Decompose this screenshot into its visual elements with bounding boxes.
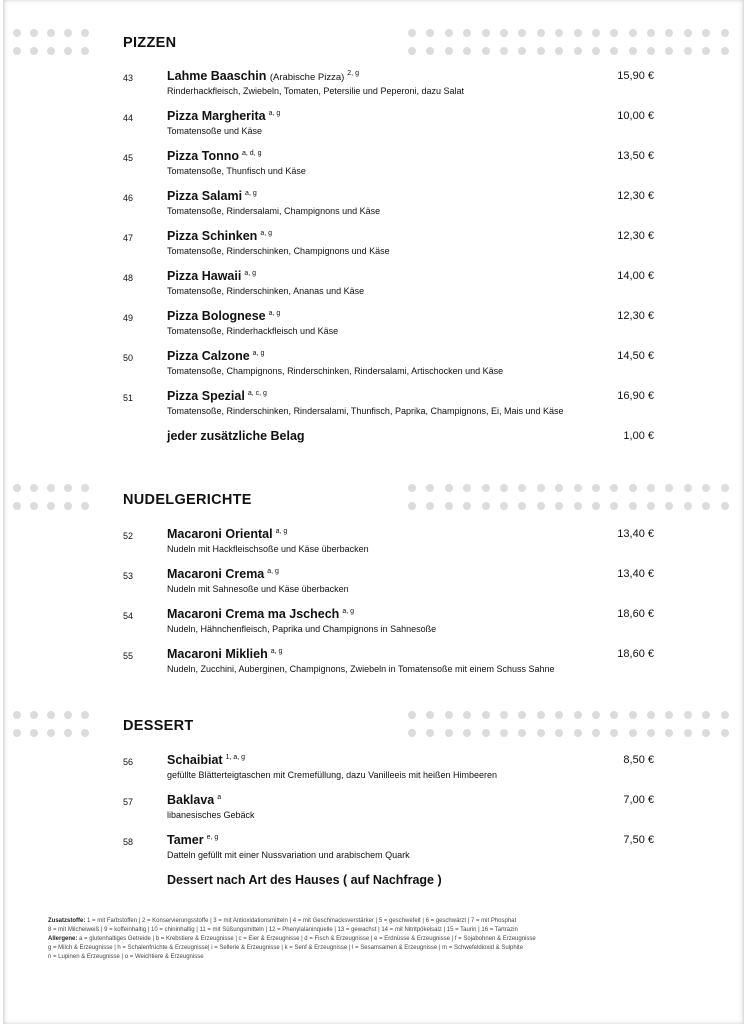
dot	[684, 484, 692, 492]
item-number: 49	[123, 313, 134, 323]
dot	[592, 729, 600, 737]
dot	[426, 729, 434, 737]
allergen-codes: 1, a, g	[225, 754, 246, 761]
item-name	[167, 567, 279, 581]
dot	[500, 729, 508, 737]
dot	[592, 47, 600, 55]
item-description: Nudeln, Hähnchenfleisch, Paprika und Champignons in Sahnesoße	[167, 624, 437, 634]
allergen-codes: a, d, g	[242, 150, 262, 157]
item-description: Tomatensoße, Rinderhackfleisch und Käse	[167, 326, 339, 336]
dot	[629, 29, 637, 37]
dot	[647, 502, 655, 510]
dot	[64, 502, 72, 510]
decorative-dots-left	[13, 711, 89, 737]
menu-item	[0, 229, 747, 269]
dot	[702, 47, 710, 55]
dot	[610, 47, 618, 55]
item-number: 52	[123, 531, 134, 541]
dot	[13, 29, 21, 37]
item-name-text: Dessert nach Art des Hauses ( auf Nachfrage )	[167, 873, 442, 887]
allergen-codes: 2, g	[347, 70, 359, 77]
dot	[408, 711, 416, 719]
dot	[64, 29, 72, 37]
dot	[629, 484, 637, 492]
dot	[610, 711, 618, 719]
dot	[721, 47, 729, 55]
dot	[537, 729, 545, 737]
dot	[721, 711, 729, 719]
item-name	[167, 527, 287, 541]
menu-item	[0, 349, 747, 389]
item-number: 48	[123, 273, 134, 283]
item-name	[167, 109, 280, 123]
dot	[665, 729, 673, 737]
item-name	[167, 309, 280, 323]
item-name	[167, 149, 261, 163]
dot	[482, 484, 490, 492]
dot	[13, 47, 21, 55]
dot	[30, 711, 38, 719]
item-description: Tomatensoße, Rinderschinken, Rindersalami, Thunfisch, Paprika, Champignons, Ei, Mais und Käse	[167, 406, 564, 416]
dot	[13, 729, 21, 737]
dot	[30, 502, 38, 510]
menu-item	[0, 429, 747, 469]
dot	[463, 729, 471, 737]
dot	[555, 484, 563, 492]
additives-label: Zusatzstoffe:	[48, 918, 86, 924]
item-description: Nudeln mit Sahnesoße und Käse überbacken	[167, 584, 349, 594]
section-title: DESSERT	[123, 718, 194, 734]
dot	[500, 484, 508, 492]
item-number: 46	[123, 193, 134, 203]
dot	[500, 47, 508, 55]
dot	[47, 711, 55, 719]
dot	[408, 29, 416, 37]
dot	[592, 502, 600, 510]
dot	[702, 484, 710, 492]
allergen-codes: a	[217, 794, 222, 801]
item-name	[167, 873, 442, 887]
dot	[81, 729, 89, 737]
item-number: 54	[123, 611, 134, 621]
menu-item	[0, 309, 747, 349]
dot	[684, 29, 692, 37]
item-number: 53	[123, 571, 134, 581]
menu-item	[0, 567, 747, 607]
allergen-codes: a, g	[275, 528, 288, 535]
item-description: libanesisches Gebäck	[167, 810, 255, 820]
item-name-text: Pizza Bolognese	[167, 309, 266, 323]
item-number: 51	[123, 393, 134, 403]
item-description: Rinderhackfleisch, Zwiebeln, Tomaten, Petersilie und Peperoni, dazu Salat	[167, 86, 464, 96]
dot	[721, 729, 729, 737]
dot	[665, 711, 673, 719]
decorative-dots-left	[13, 484, 89, 510]
menu-item	[0, 189, 747, 229]
dot	[592, 29, 600, 37]
item-number: 45	[123, 153, 134, 163]
dot	[426, 711, 434, 719]
dot	[555, 47, 563, 55]
item-description: Tomatensoße, Champignons, Rinderschinken, Rindersalami, Artischocken und Käse	[167, 366, 504, 376]
item-name-text: Macaroni Crema	[167, 567, 265, 581]
dot	[702, 29, 710, 37]
dot	[702, 711, 710, 719]
dot	[629, 47, 637, 55]
allergen-codes: a, g	[260, 230, 272, 237]
dot	[463, 29, 471, 37]
allergen-codes: a, g	[342, 608, 354, 615]
item-number: 43	[123, 73, 134, 83]
item-description: Datteln gefüllt mit einer Nussvariation und arabischem Quark	[167, 850, 410, 860]
dot	[426, 484, 434, 492]
dot	[445, 29, 453, 37]
dot	[30, 47, 38, 55]
item-price: 18,60 €	[617, 648, 654, 660]
dot	[702, 729, 710, 737]
item-list	[0, 753, 747, 913]
dot	[555, 29, 563, 37]
allergen-codes: a, g	[268, 110, 281, 117]
dot	[463, 711, 471, 719]
dot	[537, 711, 545, 719]
item-number: 56	[123, 757, 134, 767]
allergens-line: n = Lupinen & Erzeugnisse | o = Weichtiere & Erzeugnisse	[48, 954, 204, 960]
dot	[64, 484, 72, 492]
dot	[629, 502, 637, 510]
dot	[81, 711, 89, 719]
item-price: 10,00 €	[617, 110, 654, 122]
dot	[684, 729, 692, 737]
item-number: 44	[123, 113, 134, 123]
dot	[665, 47, 673, 55]
menu-item	[0, 527, 747, 567]
menu-item	[0, 109, 747, 149]
item-name	[167, 429, 305, 443]
item-name	[167, 647, 282, 661]
item-price: 16,90 €	[617, 390, 654, 402]
dot	[518, 502, 526, 510]
item-name-text: Lahme Baaschin	[167, 69, 267, 83]
dot	[518, 484, 526, 492]
dot	[647, 729, 655, 737]
item-name	[167, 793, 221, 807]
menu-item	[0, 753, 747, 793]
item-price: 7,50 €	[623, 834, 654, 846]
dot	[13, 484, 21, 492]
dot	[47, 47, 55, 55]
item-name-text: Tamer	[167, 833, 204, 847]
item-name-text: Pizza Margherita	[167, 109, 266, 123]
dot	[445, 711, 453, 719]
dot	[574, 711, 582, 719]
item-name-text: Pizza Tonno	[167, 149, 239, 163]
dot	[647, 47, 655, 55]
item-name	[167, 189, 257, 203]
item-price: 13,50 €	[617, 150, 654, 162]
item-name	[167, 229, 272, 243]
item-name	[167, 753, 245, 767]
dot	[500, 502, 508, 510]
dot	[445, 729, 453, 737]
menu-item	[0, 149, 747, 189]
dot	[684, 502, 692, 510]
item-name	[167, 389, 267, 403]
dot	[665, 502, 673, 510]
item-name	[167, 833, 218, 847]
dot	[81, 484, 89, 492]
menu-item	[0, 69, 747, 109]
item-name-text: Macaroni Oriental	[167, 527, 273, 541]
item-list	[0, 527, 747, 687]
dot	[482, 502, 490, 510]
item-price: 14,50 €	[617, 350, 654, 362]
dot	[574, 502, 582, 510]
dot	[537, 29, 545, 37]
dot	[81, 29, 89, 37]
item-name	[167, 607, 354, 621]
item-description: Nudeln mit Hackfleischsoße und Käse überbacken	[167, 544, 369, 554]
additives-line: 8 = mit Milcheiweiß | 9 = koffeinhaltig | 10 = chininhaltig | 11 = mit Süßungsmitteln | 12 = Phenylalaninquelle | 13 = gewachst | 14 = mit Nitritpökelsalz | 15 = Taurin | 16 = Tartrazin	[48, 927, 518, 933]
menu-item	[0, 793, 747, 833]
dot	[463, 502, 471, 510]
item-name-text: Schaibiat	[167, 753, 223, 767]
item-description: gefüllte Blätterteigtaschen mit Cremefüllung, dazu Vanilleeis mit heißen Himbeeren	[167, 770, 497, 780]
dot	[500, 711, 508, 719]
dot	[408, 502, 416, 510]
allergen-codes: a, g	[267, 568, 279, 575]
item-number: 58	[123, 837, 134, 847]
item-price: 12,30 €	[617, 310, 654, 322]
item-description: Nudeln, Zucchini, Auberginen, Champignons, Zwiebeln in Tomatensoße mit einem Schuss Sahne	[167, 664, 555, 674]
dot	[518, 47, 526, 55]
dot	[518, 729, 526, 737]
allergens-line: g = Milch & Erzeugnisse | h = Schalenfrüchte & Erzeugnisse| i = Sellerie & Erzeugnisse | k = Senf & Erzeugnisse | l = Sesamsamen & Erzeugnisse | m = Schwefeldioxid & Sulphite	[48, 945, 524, 951]
dot	[610, 484, 618, 492]
dot	[64, 47, 72, 55]
dot	[702, 502, 710, 510]
dot	[500, 29, 508, 37]
dot	[574, 729, 582, 737]
dot	[47, 484, 55, 492]
item-price: 12,30 €	[617, 190, 654, 202]
dot	[463, 484, 471, 492]
section-title: NUDELGERICHTE	[123, 492, 252, 508]
dot	[30, 29, 38, 37]
item-number: 55	[123, 651, 134, 661]
item-name-text: Baklava	[167, 793, 215, 807]
dot	[629, 711, 637, 719]
item-price: 18,60 €	[617, 608, 654, 620]
dot	[64, 729, 72, 737]
item-subtitle: (Arabische Pizza)	[269, 72, 345, 83]
item-name	[167, 349, 264, 363]
dot	[518, 711, 526, 719]
item-name-text: Macaroni Miklieh	[167, 647, 268, 661]
dot	[537, 484, 545, 492]
allergens-line: a = glutenhaltiges Getreide | b = Krebstiere & Erzeugnisse | c = Eier & Erzeugnisse | d = Fisch & Erzeugnisse | e = Erdnüsse & Erzeugnisse | f = Sojabohnen & Erzeugnisse	[79, 936, 536, 942]
item-name	[167, 269, 256, 283]
item-price: 13,40 €	[617, 528, 654, 540]
dot	[721, 502, 729, 510]
dot	[81, 502, 89, 510]
dot	[629, 729, 637, 737]
item-price: 13,40 €	[617, 568, 654, 580]
menu-item	[0, 873, 747, 913]
menu-item	[0, 389, 747, 429]
dot	[555, 729, 563, 737]
dot	[684, 711, 692, 719]
allergens-label: Allergene:	[48, 936, 78, 942]
item-name	[167, 69, 359, 83]
item-price: 7,00 €	[623, 794, 654, 806]
allergen-codes: a, g	[268, 310, 281, 317]
dot	[47, 729, 55, 737]
item-name-text: Macaroni Crema ma Jschech	[167, 607, 340, 621]
item-name-text: Pizza Schinken	[167, 229, 258, 243]
item-price: 12,30 €	[617, 230, 654, 242]
dot	[537, 502, 545, 510]
decorative-dots-right	[408, 484, 729, 510]
dot	[684, 47, 692, 55]
decorative-dots-right	[408, 711, 729, 737]
decorative-dots-right	[408, 29, 729, 55]
item-description: Tomatensoße und Käse	[167, 126, 263, 136]
item-price: 1,00 €	[623, 430, 654, 442]
dot	[610, 729, 618, 737]
allergen-codes: a, g	[245, 190, 257, 197]
dot	[665, 29, 673, 37]
dot	[47, 502, 55, 510]
item-description: Tomatensoße, Rinderschinken, Champignons und Käse	[167, 246, 390, 256]
dot	[426, 502, 434, 510]
dot	[482, 711, 490, 719]
dot	[426, 29, 434, 37]
dot	[555, 502, 563, 510]
additives-line: 1 = mit Farbstoffen | 2 = Konservierungsstoffe | 3 = mit Antioxidationsmitteln | 4 = mit Geschmacksverstärker | 5 = geschwefelt | 6 = geschwärzt | 7 = mit Phosphat	[87, 918, 517, 924]
dot	[665, 484, 673, 492]
item-description: Tomatensoße, Rinderschinken, Ananas und Käse	[167, 286, 365, 296]
menu-item	[0, 833, 747, 873]
dot	[408, 729, 416, 737]
menu-item	[0, 269, 747, 309]
item-description: Tomatensoße, Thunfisch und Käse	[167, 166, 306, 176]
allergen-codes: a, c, g	[247, 390, 267, 397]
item-name-text: Pizza Calzone	[167, 349, 250, 363]
menu-item	[0, 607, 747, 647]
item-number: 57	[123, 797, 134, 807]
allergen-codes: a, g	[252, 350, 265, 357]
item-number: 50	[123, 353, 134, 363]
dot	[13, 711, 21, 719]
allergen-codes: a, g	[270, 648, 283, 655]
item-name-text: jeder zusätzliche Belag	[167, 429, 305, 443]
dot	[408, 484, 416, 492]
dot	[721, 29, 729, 37]
menu-item	[0, 647, 747, 687]
dot	[445, 484, 453, 492]
item-number: 47	[123, 233, 134, 243]
dot	[426, 47, 434, 55]
item-name-text: Pizza Hawaii	[167, 269, 242, 283]
dot	[482, 729, 490, 737]
dot	[445, 47, 453, 55]
dot	[574, 484, 582, 492]
dot	[647, 29, 655, 37]
dot	[30, 484, 38, 492]
decorative-dots-left	[13, 29, 89, 55]
dot	[592, 484, 600, 492]
dot	[518, 29, 526, 37]
allergen-codes: a, g	[244, 270, 257, 277]
item-description: Tomatensoße, Rindersalami, Champignons und Käse	[167, 206, 381, 216]
dot	[574, 29, 582, 37]
item-price: 15,90 €	[617, 70, 654, 82]
legend-footer	[48, 917, 536, 962]
dot	[13, 502, 21, 510]
dot	[647, 711, 655, 719]
item-name-text: Pizza Spezial	[167, 389, 245, 403]
dot	[463, 47, 471, 55]
dot	[482, 47, 490, 55]
item-list	[0, 69, 747, 469]
dot	[592, 711, 600, 719]
dot	[47, 29, 55, 37]
dot	[647, 484, 655, 492]
dot	[64, 711, 72, 719]
dot	[721, 484, 729, 492]
dot	[574, 47, 582, 55]
dot	[482, 29, 490, 37]
dot	[610, 29, 618, 37]
dot	[555, 711, 563, 719]
item-price: 8,50 €	[623, 754, 654, 766]
item-name-text: Pizza Salami	[167, 189, 243, 203]
dot	[30, 729, 38, 737]
item-price: 14,00 €	[617, 270, 654, 282]
dot	[610, 502, 618, 510]
dot	[445, 502, 453, 510]
dot	[81, 47, 89, 55]
allergen-codes: e, g	[206, 834, 219, 841]
dot	[537, 47, 545, 55]
dot	[408, 47, 416, 55]
section-title: PIZZEN	[123, 35, 177, 51]
